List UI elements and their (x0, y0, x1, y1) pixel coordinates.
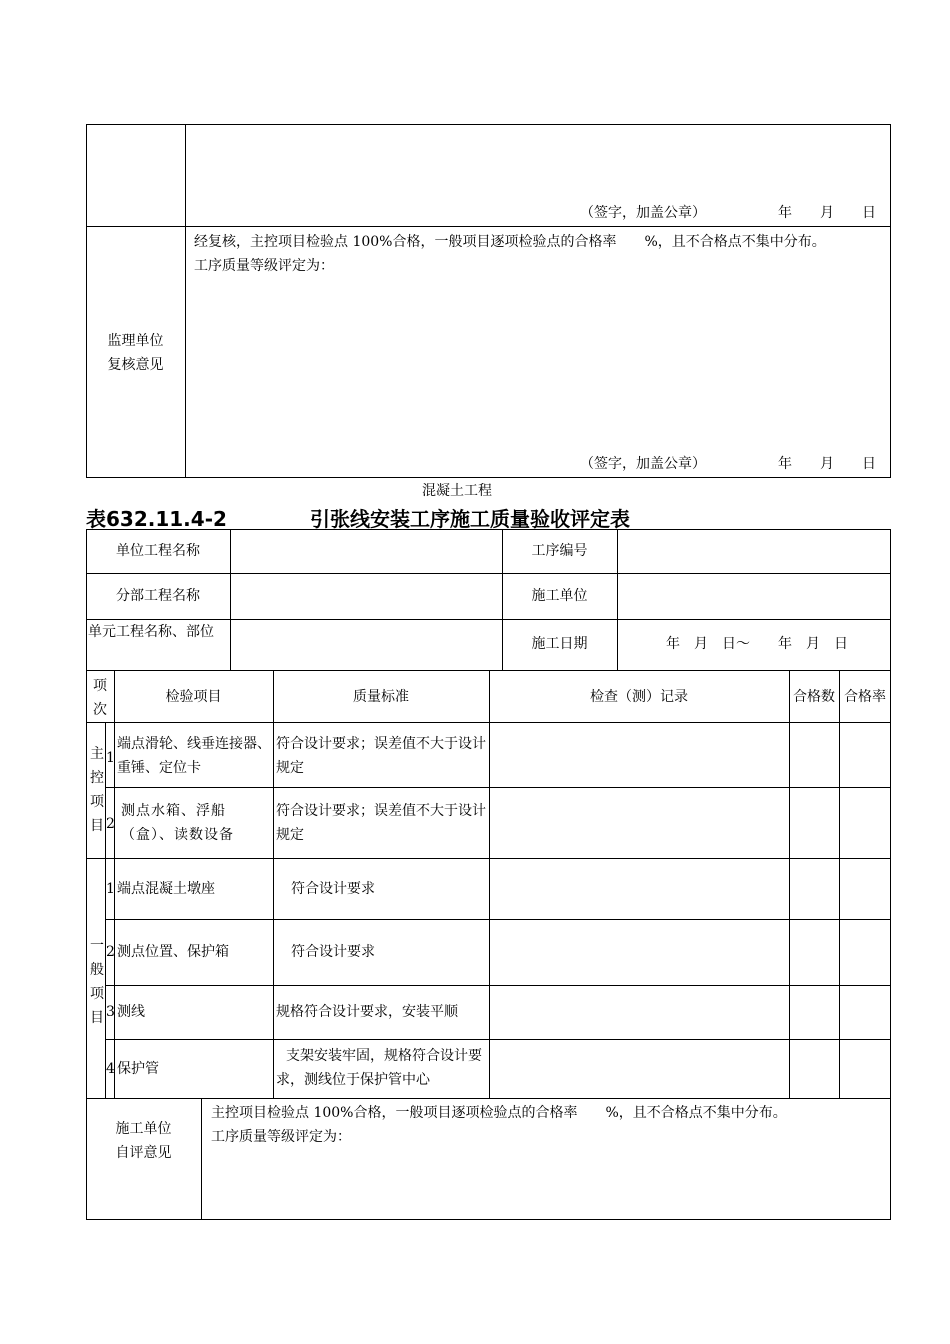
row-number: 1 (106, 750, 115, 766)
col-line (617, 529, 618, 670)
element-project-label: 单元工程名称、部位 (88, 624, 214, 640)
unit-project-label: 单位工程名称 (116, 543, 200, 559)
col-line (839, 670, 840, 1098)
inspection-item-header: 检验项目 (165, 689, 222, 705)
row-line (105, 787, 891, 788)
quality-standard: 符合设计要求；误差值不大于设计规定 (276, 736, 486, 776)
upper-table (86, 124, 891, 478)
construction-date-value: 年 月 日～ 年 月 日 (666, 636, 848, 652)
contractor-label: 施工单位 (531, 588, 588, 604)
inspection-item: 测线 (117, 1004, 145, 1020)
main-control-group-label: 主控项目 (90, 746, 104, 834)
row-number: 2 (106, 816, 115, 832)
row-line (86, 1098, 891, 1099)
col-line (789, 670, 790, 1098)
inspection-record-header: 检查（测）记录 (590, 689, 688, 705)
col-line (273, 670, 274, 1098)
quality-standard-header: 质量标准 (353, 689, 409, 705)
inspection-item: 测点水箱、浮船（盒）、读数设备 (121, 803, 234, 843)
col-line (230, 529, 231, 670)
inspection-item: 端点滑轮、线垂连接器、重锤、定位卡 (117, 736, 271, 776)
table-code: 表632.11.4-2 (86, 507, 227, 531)
row-line (86, 858, 891, 859)
quality-standard: 符合设计要求 (291, 881, 375, 897)
col-line (201, 1098, 202, 1220)
quality-standard: 支架安装牢固，规格符合设计要求，测线位于保护管中心 (276, 1048, 482, 1088)
pass-rate-header: 合格率 (844, 689, 886, 705)
table-title: 引张线安装工序施工质量验收评定表 (310, 507, 630, 531)
row-line (86, 573, 891, 574)
row-line (105, 919, 891, 920)
row-line (105, 985, 891, 986)
inspection-item: 测点位置、保护箱 (117, 944, 229, 960)
row-number: 1 (106, 881, 115, 897)
branch-project-label: 分部工程名称 (116, 588, 200, 604)
self-assessment-label: 施工单位 (115, 1121, 172, 1137)
quality-grade-text: 工序质量等级评定为： (211, 1129, 351, 1145)
quality-standard: 符合设计要求；误差值不大于设计规定 (276, 803, 486, 843)
self-assessment-label-2: 自评意见 (115, 1145, 172, 1161)
supervision-label: 监理单位 (107, 333, 164, 349)
construction-date-label: 施工日期 (531, 636, 588, 652)
supervision-label-2: 复核意见 (107, 357, 164, 373)
upper-table-divider (185, 124, 186, 478)
quality-standard: 符合设计要求 (291, 944, 375, 960)
signature-note: （签字，加盖公章） (580, 205, 706, 221)
col-line (489, 670, 490, 1098)
row-line (105, 1039, 891, 1040)
self-assessment-text: 主控项目检验点 100%合格，一般项目逐项检验点的合格率 %，且不合格点不集中分布。 (211, 1105, 787, 1121)
col-line (105, 722, 106, 1098)
date-placeholder: 年 月 日 (778, 205, 876, 221)
quality-grade-text: 工序质量等级评定为： (194, 258, 334, 274)
row-number: 3 (106, 1004, 115, 1020)
general-group-label: 一般项目 (90, 938, 104, 1026)
process-no-label: 工序编号 (531, 543, 588, 559)
pass-count-header: 合格数 (793, 689, 835, 705)
section-label: 混凝土工程 (422, 483, 492, 499)
review-opinion-text: 经复核，主控项目检验点 100%合格，一般项目逐项检验点的合格率 %，且不合格点不集中分布。 (194, 234, 826, 250)
quality-standard: 规格符合设计要求，安装平顺 (276, 1004, 458, 1020)
row-number: 4 (106, 1061, 115, 1077)
signature-note: （签字，加盖公章） (580, 456, 706, 472)
inspection-item: 保护管 (117, 1061, 159, 1077)
row-number: 2 (106, 944, 115, 960)
date-placeholder: 年 月 日 (778, 456, 876, 472)
item-type-header: 项次 (93, 678, 107, 718)
inspection-item: 端点混凝土墩座 (117, 881, 215, 897)
upper-table-row-divider (86, 226, 891, 227)
